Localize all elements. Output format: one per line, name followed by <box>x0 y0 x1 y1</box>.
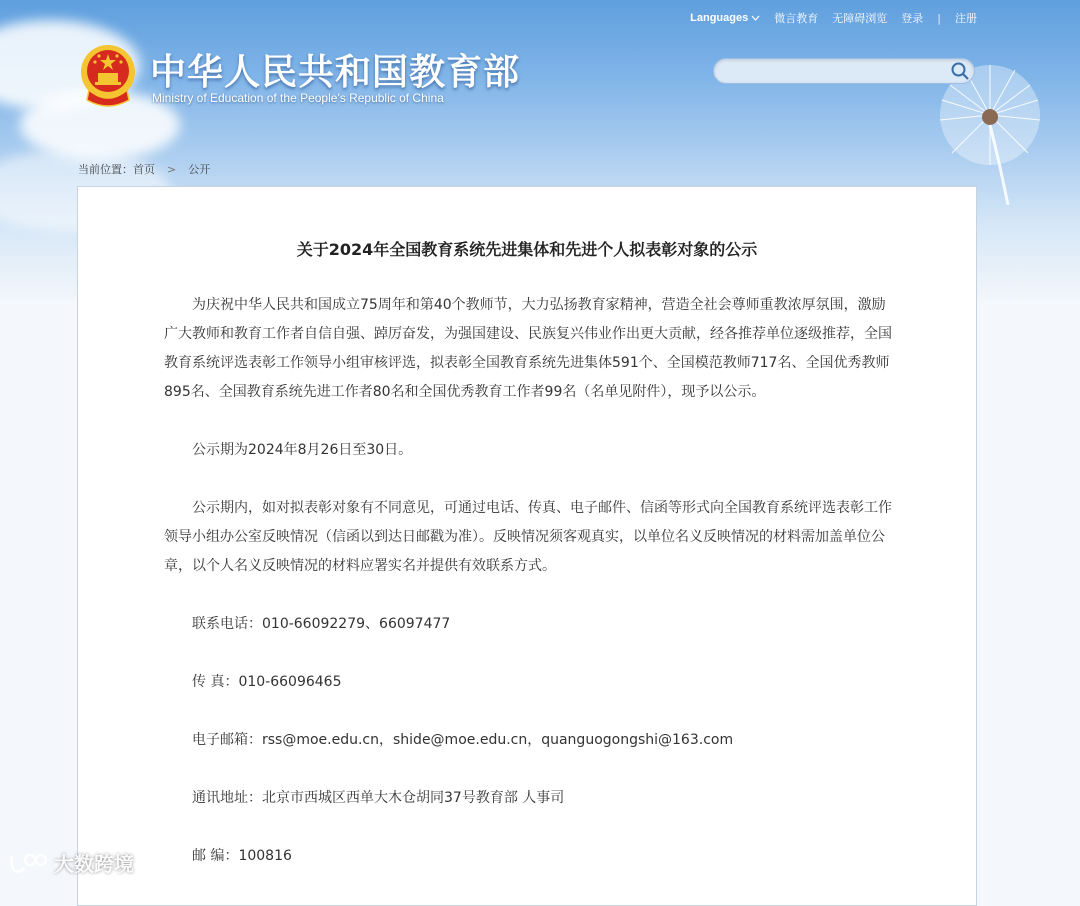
languages-label: Languages <box>690 12 749 24</box>
site-subtitle: Ministry of Education of the People's Republic of China <box>152 91 444 105</box>
breadcrumb-label-text: 当前位置： <box>78 163 133 176</box>
article-paragraph-intro: 为庆祝中华人民共和国成立75周年和第40个教师节，大力弘扬教育家精神，营造全社会尊师重教浓厚氛围，激励广大教师和教育工作者自信自强、踔厉奋发，为强国建设、民族复兴伟业作出更大贡献，经各推荐单位逐级推荐，全国教育系统评选表彰工作领导小组审核评选，拟表彰全国教育系统先进集体591个、全国模范教师717名、全国优秀教师895名、全国教育系统先进工作者80名和全国优秀教育工作者99名（名单见附件），现予以公示。 <box>164 297 892 400</box>
breadcrumb-current-link[interactable]: 公开 <box>188 163 211 176</box>
national-emblem-icon <box>79 42 137 108</box>
breadcrumb-home-link[interactable]: 首页 <box>133 163 155 176</box>
article-paragraph-feedback: 公示期内，如对拟表彰对象有不同意见，可通过电话、传真、电子邮件、信函等形式向全国教育系统评选表彰工作领导小组办公室反映情况（信函以到达日邮戳为准）。反映情况须客观真实，以单位名义反映情况的材料需加盖单位公章，以个人名义反映情况的材料应署实名并提供有效联系方式。 <box>164 500 892 574</box>
brand-logo-icon <box>8 852 48 874</box>
article-paragraph-period: 公示期为2024年8月26日至30日。 <box>192 442 413 458</box>
register-link[interactable]: 注册 <box>955 12 977 25</box>
search-input[interactable] <box>724 62 948 82</box>
contact-address: 通讯地址：北京市西城区西单大木仓胡同37号教育部 人事司 <box>192 790 565 806</box>
languages-link[interactable] <box>690 12 760 24</box>
contact-phone: 联系电话：010-66092279、66097477 <box>192 616 451 632</box>
weibo-link[interactable]: 微言教育 <box>774 12 819 25</box>
breadcrumb-label <box>78 161 155 177</box>
chevron-down-icon <box>751 15 760 21</box>
top-links-separator: | <box>937 11 941 25</box>
contact-fax: 传 真：010-66096465 <box>192 674 342 690</box>
breadcrumb <box>78 161 210 177</box>
site-title[interactable]: 中华人民共和国教育部 <box>150 52 521 93</box>
contact-postcode: 邮 编：100816 <box>192 848 292 864</box>
watermark-text: 大数跨境 <box>54 852 134 876</box>
search-icon[interactable] <box>950 61 970 81</box>
breadcrumb-chevron: > <box>167 162 177 176</box>
top-links <box>690 10 977 26</box>
login-link[interactable]: 登录 <box>901 12 924 25</box>
article-body <box>164 291 894 900</box>
watermark <box>8 848 134 877</box>
accessibility-link[interactable]: 无障碍浏览 <box>832 12 888 25</box>
article-title: 关于2024年全国教育系统先进集体和先进个人拟表彰对象的公示 <box>296 240 758 259</box>
article-container <box>77 186 977 906</box>
contact-email[interactable]: 电子邮箱：rss@moe.edu.cn，shide@moe.edu.cn，quanguogongshi@163.com <box>192 732 734 748</box>
search-box <box>713 58 975 84</box>
